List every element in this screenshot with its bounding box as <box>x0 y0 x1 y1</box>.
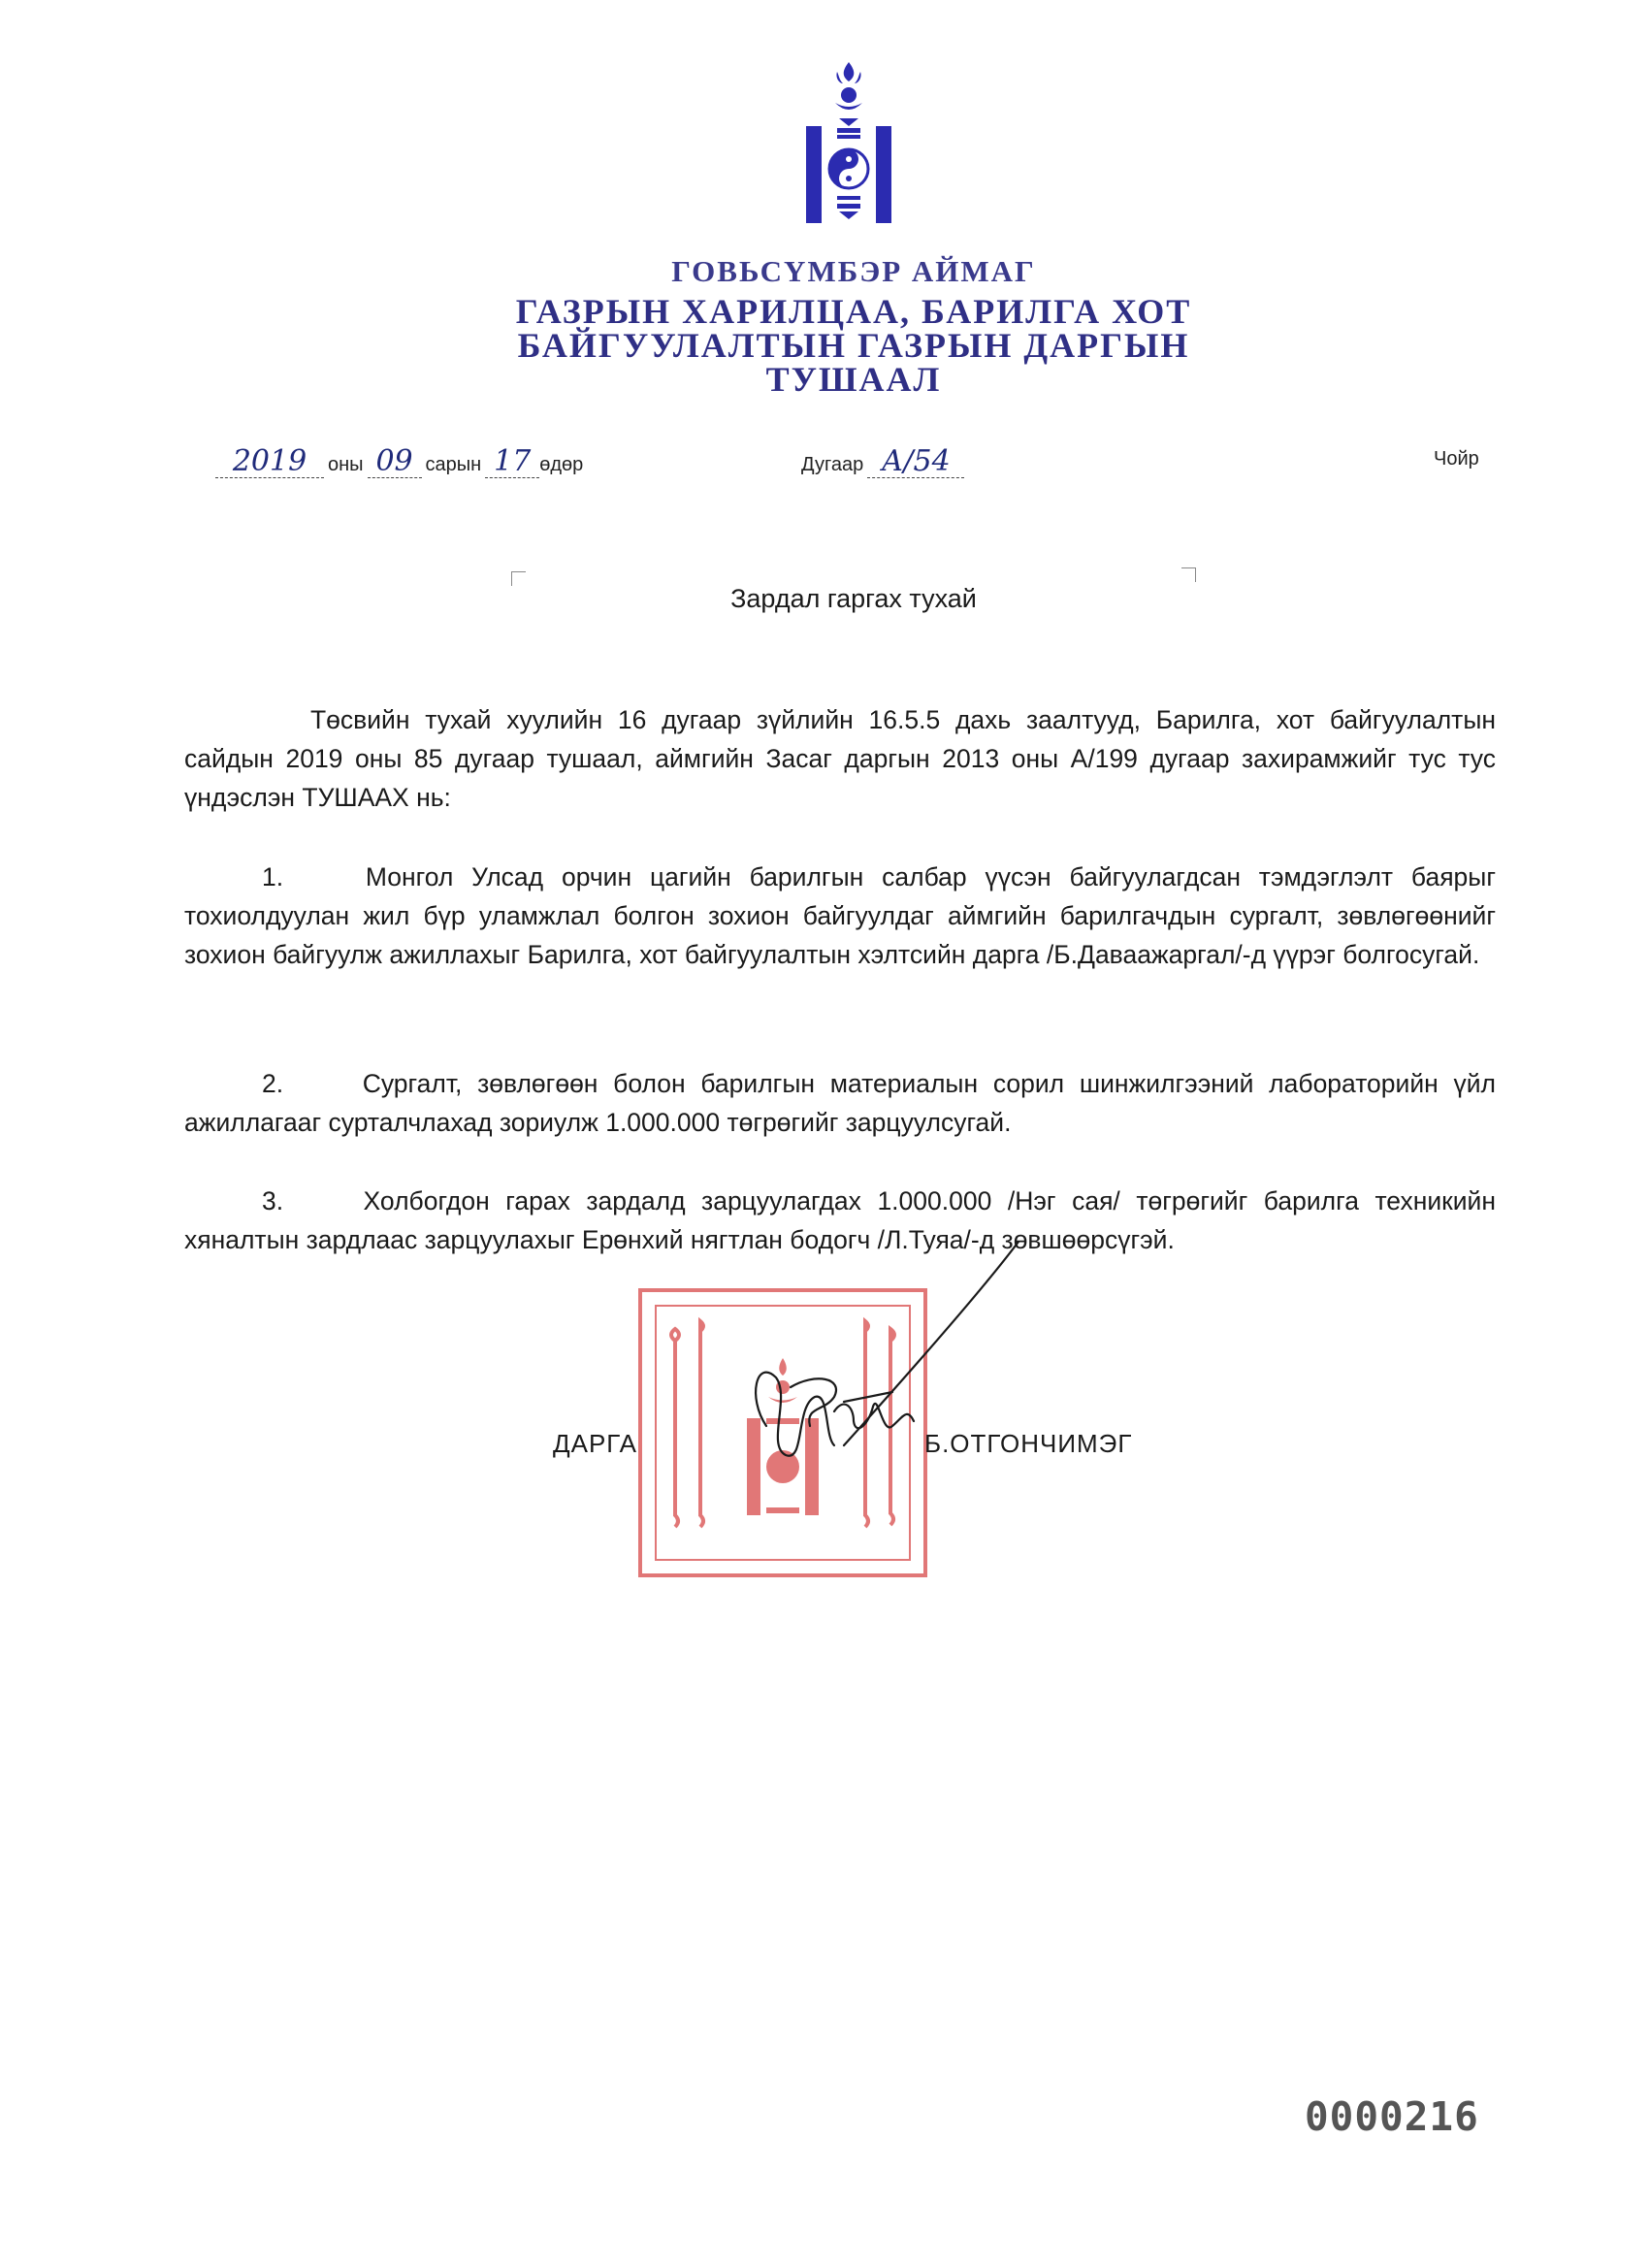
preamble-paragraph: Төсвийн тухай хуулийн 16 дугаар зүйлийн 16.5.5 дахь заалтууд, Барилга, хот байгуулалтын сайдын 2019 оны 85 дугаар тушаал, аймгийн Засаг даргын 2013 оны А/199 дугаар захирамжийг тус тус үндэслэн ТУШААХ нь: <box>184 705 1496 812</box>
soyombo-emblem-icon <box>800 62 897 237</box>
number-value: А/54 <box>867 446 964 478</box>
item-text: Холбогдон гарах зардалд зарцуулагдах 1.000.000 /Нэг сая/ төгрөгийг барилга техникийн хяналтын зардлаас зарцуулахыг Ерөнхий нягтлан бодогч /Л.Туяа/-д зөвшөөрсүгэй. <box>184 1186 1496 1254</box>
signatory-title: ДАРГА <box>553 1429 637 1458</box>
signatory-name: Б.ОТГОНЧИМЭГ <box>924 1429 1133 1458</box>
aimag-name: ГОВЬСҮМБЭР АЙМАГ <box>671 254 1036 288</box>
document-number <box>797 446 964 478</box>
document-subject: Зардал гаргах тухай <box>730 584 977 613</box>
year-label: оны <box>328 454 364 475</box>
date-year: 2019 <box>215 446 324 478</box>
item-number: 1. <box>262 862 284 891</box>
item-text: Сургалт, зөвлөгөөн болон барилгын материалын сорил шинжилгээний лабораторийн үйл ажиллагааг сурталчлахад зориулж 1.000.000 төгрөгийг зарцуулсугай. <box>184 1069 1496 1137</box>
serial-number: 0000216 <box>1305 2093 1479 2140</box>
subject-corner-right <box>1181 567 1196 582</box>
item-number: 2. <box>262 1069 284 1098</box>
number-label: Дугаар <box>801 454 864 475</box>
order-item <box>184 858 1496 974</box>
date-month: 09 <box>368 446 422 478</box>
document-type: ТУШААЛ <box>765 360 942 399</box>
date-day: 17 <box>485 446 539 478</box>
day-label: өдөр <box>539 454 584 475</box>
organization-name-line1: ГАЗРЫН ХАРИЛЦАА, БАРИЛГА ХОТ <box>515 292 1192 331</box>
item-text: Монгол Улсад орчин цагийн барилгын салбар үүсэн байгуулагдсан тэмдэглэлт баярыг тохиолдуулан жил бүр уламжлал болгон зохион байгуулдаг аймгийн барилгачдын сургалт, зөвлөгөөнийг зохион байгуулж ажиллахыг Барилга, хот байгуулалтын хэлтсийн дарга /Б.Даваажаргал/-д үүрэг болгосугай. <box>184 862 1497 969</box>
month-label: сарын <box>425 454 482 475</box>
date-field <box>215 446 583 478</box>
place-name: Чойр <box>1434 448 1479 470</box>
handwritten-signature <box>698 1203 1116 1523</box>
order-item <box>184 1064 1496 1142</box>
item-number: 3. <box>262 1186 284 1215</box>
organization-name-line2: БАЙГУУЛАЛТЫН ГАЗРЫН ДАРГЫН <box>517 326 1190 365</box>
